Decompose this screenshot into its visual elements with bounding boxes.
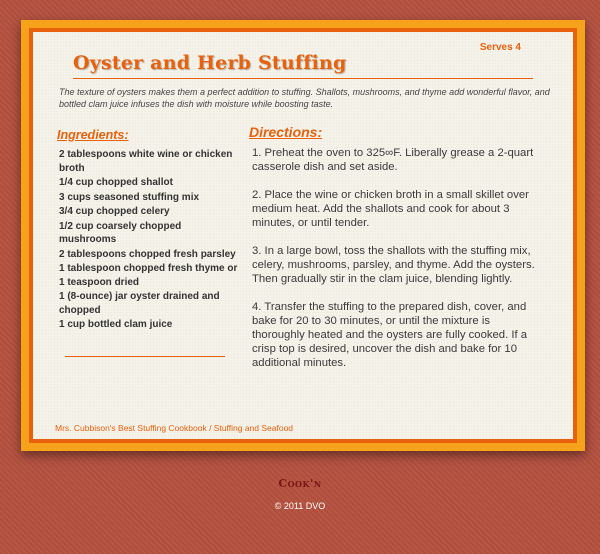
recipe-card xyxy=(33,32,573,439)
directions-list xyxy=(252,146,542,384)
title-divider xyxy=(73,78,533,79)
ingredient-item: 3/4 cup chopped celery xyxy=(59,206,170,217)
recipe-source: Mrs. Cubbison's Best Stuffing Cookbook / Stuffing and Seafood xyxy=(55,423,294,433)
recipe-card-frame xyxy=(21,20,585,451)
directions-heading: Directions: xyxy=(249,124,323,140)
ingredient-item: 1 (8-ounce) jar oyster drained and chopped xyxy=(59,291,220,316)
recipe-intro: The texture of oysters makes them a perfect addition to stuffing. Shallots, mushrooms, and thyme add wonderful flavor, and bottled clam juice infuses the dish with moisture while boosting taste. xyxy=(59,87,550,109)
copyright-text: © 2011 DVO xyxy=(274,501,326,511)
ingredient-item: 1 cup bottled clam juice xyxy=(59,319,173,330)
recipe-title: Oyster and Herb Stuffing xyxy=(73,52,347,74)
ingredient-item: 1/4 cup chopped shallot xyxy=(59,177,173,188)
ingredients-heading: Ingredients: xyxy=(57,128,129,142)
cookn-logo: Cook'n xyxy=(278,477,322,490)
direction-step: 4. Transfer the stuffing to the prepared dish, cover, and bake for 20 to 30 minutes, or until the mixture is thoroughly heated and the oysters are fully cooked. If a crisp top is desired, uncover the dish and bake for 10 additional minutes. xyxy=(252,301,528,369)
recipe-card-border xyxy=(29,28,577,443)
ingredient-item: 1 tablespoon chopped fresh thyme or 1 teaspoon dried xyxy=(59,263,238,288)
ingredient-item: 2 tablespoons chopped fresh parsley xyxy=(59,248,236,260)
ingredients-divider xyxy=(65,356,225,357)
direction-step: 3. In a large bowl, toss the shallots with the stuffing mix, celery, mushrooms, parsley, and thyme. Add the oysters. Then gradually stir in the clam juice, blending lightly. xyxy=(252,245,535,285)
serves-label: Serves 4 xyxy=(479,42,521,53)
direction-step: 2. Place the wine or chicken broth in a small skillet over medium heat. Add the shallots and cook for about 3 minutes, or until tender. xyxy=(252,189,529,229)
ingredients-list xyxy=(59,148,239,333)
ingredient-item: 2 tablespoons white wine or chicken broth xyxy=(59,149,233,174)
direction-step: 1. Preheat the oven to 325∞F. Liberally grease a 2-quart casserole dish and set aside. xyxy=(252,147,534,173)
ingredient-item: 1/2 cup coarsely chopped mushrooms xyxy=(59,220,182,245)
ingredient-item: 3 cups seasoned stuffing mix xyxy=(59,191,200,203)
